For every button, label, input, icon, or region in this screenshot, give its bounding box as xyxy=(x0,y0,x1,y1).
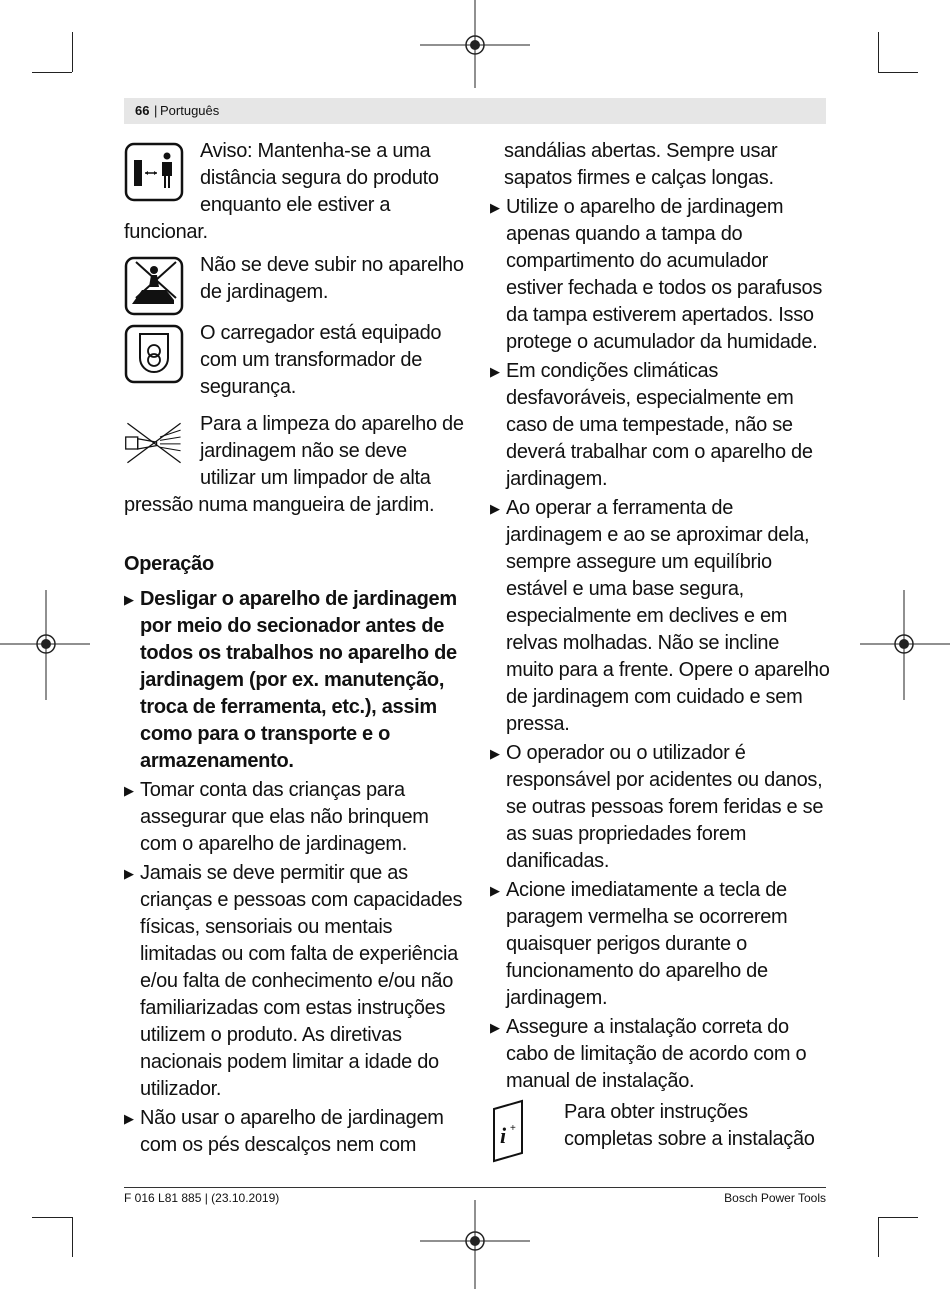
pressure-wash-block xyxy=(124,411,464,519)
right-column xyxy=(490,138,830,1163)
svg-text:i: i xyxy=(500,1123,506,1148)
bullet-text: Jamais se deve permitir que as crianças e pessoas com capacidades físicas, sensoriais ou mentais limitadas ou com falta de experiência e/ou falta de conhecimento e/ou não familiarizadas com estas instruções utilizem o produto. As diretivas nacionais podem limitar a idade do utilizador. xyxy=(140,862,463,1100)
registration-mark-bottom xyxy=(420,1200,530,1289)
footer-doc-code: F 016 L81 885 | (23.10.2019) xyxy=(124,1191,280,1205)
no-pressure-washer-icon xyxy=(124,413,184,473)
bullet-text: O operador ou o utilizador é responsável por acidentes ou danos, se outras pessoas forem feridas e se as suas propriedades forem danificadas. xyxy=(506,742,824,872)
bullet-triangle-icon: ▶ xyxy=(490,200,500,215)
list-item xyxy=(124,1105,464,1159)
bullet-text: Acione imediatamente a tecla de paragem vermelha se ocorrerem quaisquer perigos durante o funcionamento do aparelho de jardinagem. xyxy=(506,879,788,1009)
bullet-triangle-icon: ▶ xyxy=(124,866,134,881)
crop-mark xyxy=(72,32,73,72)
registration-mark-right xyxy=(860,590,950,700)
section-heading: Operação xyxy=(124,553,214,575)
bullet-triangle-icon: ▶ xyxy=(490,364,500,379)
bullet-text: Utilize o aparelho de jardinagem apenas quando a tampa do compartimento do acumulador estiver fechada e todos os parafusos da tampa estiverem apertados. Isso protege o acumulador da humidade. xyxy=(506,196,823,353)
warning-distance-block xyxy=(124,138,464,246)
svg-text:+: + xyxy=(510,1123,516,1134)
bullet-triangle-icon: ▶ xyxy=(124,783,134,798)
crop-mark xyxy=(72,1217,73,1257)
crop-mark xyxy=(878,1217,918,1218)
bullet-text: Em condições climáticas desfavoráveis, especialmente em caso de uma tempestade, não se deverá trabalhar com o aparelho de jardinagem. xyxy=(506,360,813,490)
header-separator: | xyxy=(154,103,158,118)
bullet-triangle-icon: ▶ xyxy=(124,1111,134,1126)
crop-mark xyxy=(878,1217,879,1257)
warning-distance-text: Aviso: Mantenha-se a uma distância segura do produto enquanto ele estiver a funcionar. xyxy=(124,140,439,243)
list-item xyxy=(490,358,830,493)
page-header xyxy=(124,98,826,124)
no-climb-text: Não se deve subir no aparelho de jardinagem. xyxy=(200,254,464,303)
list-item xyxy=(490,740,830,875)
registration-mark-top xyxy=(420,0,530,90)
no-climb-block xyxy=(124,252,464,306)
page-number: 66 xyxy=(135,103,150,118)
bullet-text: Não usar o aparelho de jardinagem com os pés descalços nem com xyxy=(140,1107,444,1156)
footer-brand: Bosch Power Tools xyxy=(724,1191,826,1205)
list-item xyxy=(490,1014,830,1095)
continuation-text: sandálias abertas. Sempre usar sapatos firmes e calças longas. xyxy=(504,140,778,189)
list-item xyxy=(124,777,464,858)
info-note-text: Para obter instruções completas sobre a instalação xyxy=(564,1101,815,1150)
bullet-triangle-icon: ▶ xyxy=(490,1020,500,1035)
list-item xyxy=(124,860,464,1103)
footer-rule xyxy=(124,1187,826,1188)
info-manual-icon xyxy=(490,1099,530,1163)
bullet-triangle-icon: ▶ xyxy=(490,746,500,761)
bullet-triangle-icon: ▶ xyxy=(124,592,134,607)
header-language: Português xyxy=(160,103,220,118)
crop-mark xyxy=(32,72,72,73)
list-item xyxy=(490,877,830,1012)
bullet-text: Ao operar a ferramenta de jardinagem e ao se aproximar dela, sempre assegure um equilíbrio estável e uma base segura, especialmente em declives e em relvas molhadas. Não se incline muito para a frente. Opere o aparelho de jardinagem com cuidado e sem pressa. xyxy=(506,497,830,735)
bullet-text: Assegure a instalação correta do cabo de limitação de acordo com o manual de instalação. xyxy=(506,1016,807,1092)
crop-mark xyxy=(878,72,918,73)
charger-text: O carregador está equipado com um transformador de segurança. xyxy=(200,322,442,398)
bullet-text: Tomar conta das crianças para assegurar que elas não brinquem com o aparelho de jardinagem. xyxy=(140,779,429,855)
left-column xyxy=(124,138,464,1161)
registration-mark-left xyxy=(0,590,90,700)
list-item xyxy=(490,194,830,356)
crop-mark xyxy=(878,32,879,72)
bullet-text: Desligar o aparelho de jardinagem por meio do secionador antes de todos os trabalhos no aparelho de jardinagem (por ex. manutenção, troca de ferramenta, etc.), assim como para o transporte e o armazenamento. xyxy=(140,588,457,772)
no-climbing-icon xyxy=(124,256,184,316)
pressure-wash-text: Para a limpeza do aparelho de jardinagem não se deve utilizar um limpador de alta pressão numa mangueira de jardim. xyxy=(124,413,464,516)
charger-block xyxy=(124,320,464,401)
bullet-triangle-icon: ▶ xyxy=(490,883,500,898)
bullet-triangle-icon: ▶ xyxy=(490,501,500,516)
list-item xyxy=(124,586,464,775)
distance-warning-icon xyxy=(124,142,184,202)
crop-mark xyxy=(32,1217,72,1218)
info-note-block xyxy=(490,1099,830,1153)
list-item xyxy=(490,495,830,738)
safety-transformer-icon xyxy=(124,324,184,384)
